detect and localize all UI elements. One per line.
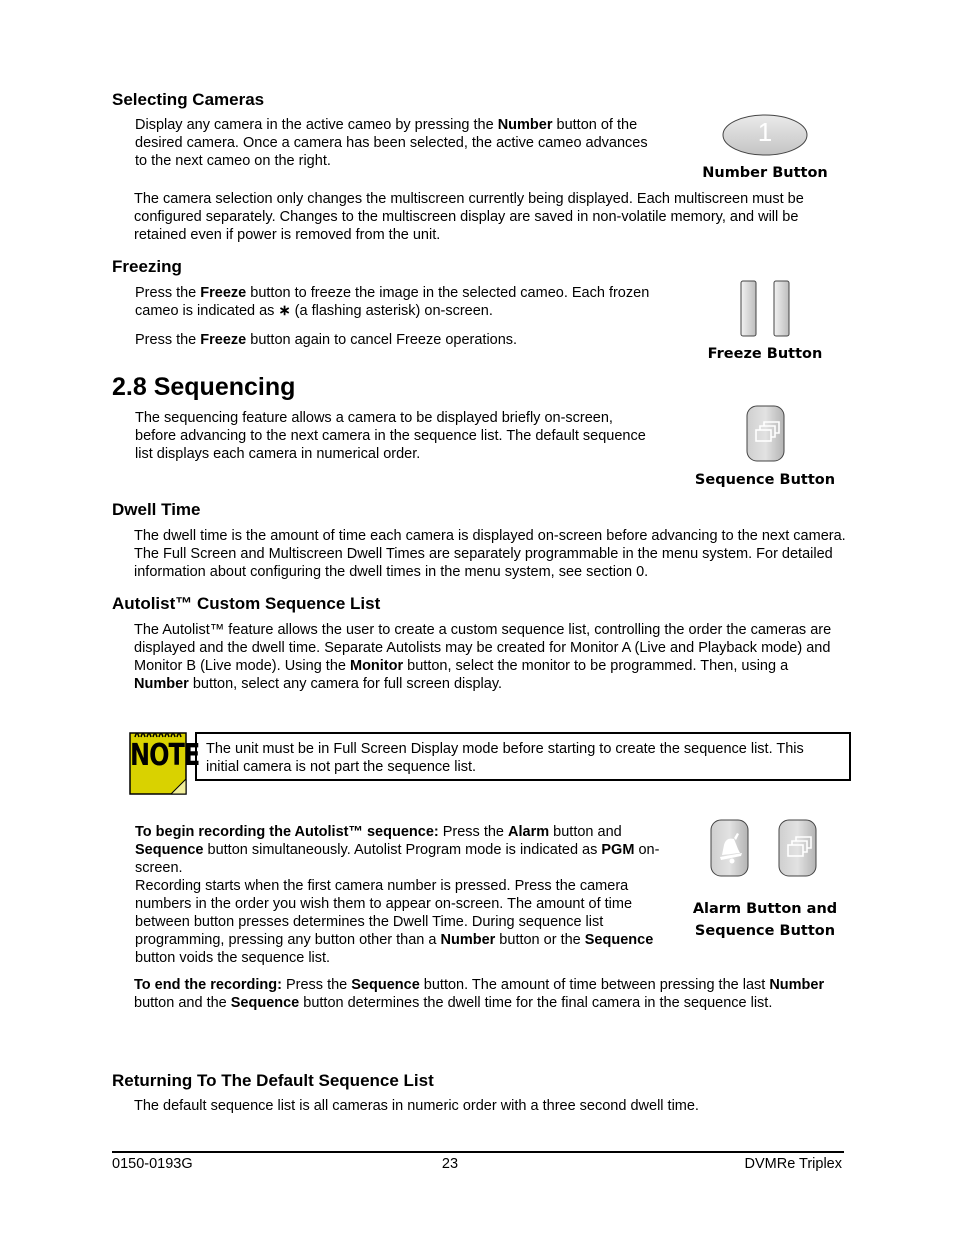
freeze-button-caption: Freeze Button	[707, 346, 823, 362]
heading-freezing: Freezing	[112, 257, 182, 276]
footer-rule	[112, 1151, 844, 1153]
note-notepad-icon	[127, 727, 200, 797]
dwell-paragraph-1: The dwell time is the amount of time each camera is displayed on-screen before advancing to the next camera. The Full Screen and Multiscreen Dwell Times are separately programmable in the menu system. For detailed information about configuring the dwell times in the menu system, see section 0.	[134, 528, 846, 580]
number-button-caption: Number Button	[702, 165, 828, 181]
heading-default-sequence: Returning To The Default Sequence List	[112, 1071, 434, 1090]
sequencing-paragraph-1: The sequencing feature allows a camera to be displayed briefly on-screen, before advancing to the next camera in the sequence list. The default sequence list displays each camera in numerical order.	[135, 410, 646, 462]
note-box	[195, 732, 851, 781]
sequence-button-caption: Sequence Button	[694, 472, 836, 488]
heading-dwell-time: Dwell Time	[112, 500, 201, 519]
number-button-graphic	[722, 114, 808, 156]
begin-recording-paragraph: To begin recording the Autolist™ sequence: Press the Alarm button and Sequence button simultaneously. Autolist Program mode is indicated as PGM on-screen. Recording starts when the first camera number is pressed. Press the camera numbers in the order you wish them to appear on-screen. The amount of time between button presses determines the Dwell Time. During sequence list programming, pressing any button other than a Number button or the Sequence button voids the sequence list.	[135, 824, 660, 966]
footer-page-number: 23	[441, 1156, 459, 1172]
alarm-caption-line-2: Sequence Button	[694, 923, 836, 939]
sequence-button-graphic	[746, 405, 786, 463]
selecting-paragraph-2: The camera selection only changes the multiscreen currently being displayed. Each multiscreen must be configured separately. Changes to the multiscreen display are saved in non-volatile memory, and will be retained even if power is removed from the unit.	[134, 191, 804, 243]
sequence-button-graphic-2	[778, 819, 818, 878]
footer-product-name: DVMRe Triplex	[744, 1156, 842, 1172]
alarm-caption-line-1: Alarm Button and	[692, 901, 838, 917]
footer-document-number: 0150-0193G	[112, 1156, 193, 1172]
default-paragraph-1: The default sequence list is all cameras in numeric order with a three second dwell time.	[134, 1098, 699, 1114]
alarm-button-graphic	[710, 819, 750, 878]
note-text: The unit must be in Full Screen Display mode before starting to create the sequence list. This initial camera is not part the sequence list.	[206, 741, 804, 775]
note-label: NOTE	[130, 737, 200, 773]
heading-autolist: Autolist™ Custom Sequence List	[112, 594, 381, 613]
freezing-paragraph-1: Press the Freeze button to freeze the image in the selected cameo. Each frozen cameo is indicated as ∗ (a flashing asterisk) on-screen.	[135, 285, 650, 319]
autolist-paragraph-1: The Autolist™ feature allows the user to create a custom sequence list, controlling the order the cameras are displayed and the dwell time. Separate Autolists may be created for Monitor A (Live and Playback mode) and Monitor B (Live mode). Using the Monitor button, select the monitor to be programmed. Then, using a Number button, select any camera for full screen display.	[134, 622, 832, 692]
freezing-paragraph-2: Press the Freeze button again to cancel Freeze operations.	[135, 332, 518, 348]
end-recording-paragraph: To end the recording: Press the Sequence button. The amount of time between pressing the last Number button and the Sequence button determines the dwell time for the final camera in the sequence list.	[134, 977, 825, 1011]
freeze-button-graphic	[740, 280, 792, 338]
number-button-glyph: 1	[757, 117, 773, 147]
heading-sequencing: 2.8 Sequencing	[112, 373, 296, 401]
selecting-paragraph-1: Display any camera in the active cameo by pressing the Number button of the desired camera. Once a camera has been selected, the active cameo advances to the next cameo on the right.	[135, 117, 648, 169]
heading-selecting-cameras: Selecting Cameras	[112, 90, 265, 109]
